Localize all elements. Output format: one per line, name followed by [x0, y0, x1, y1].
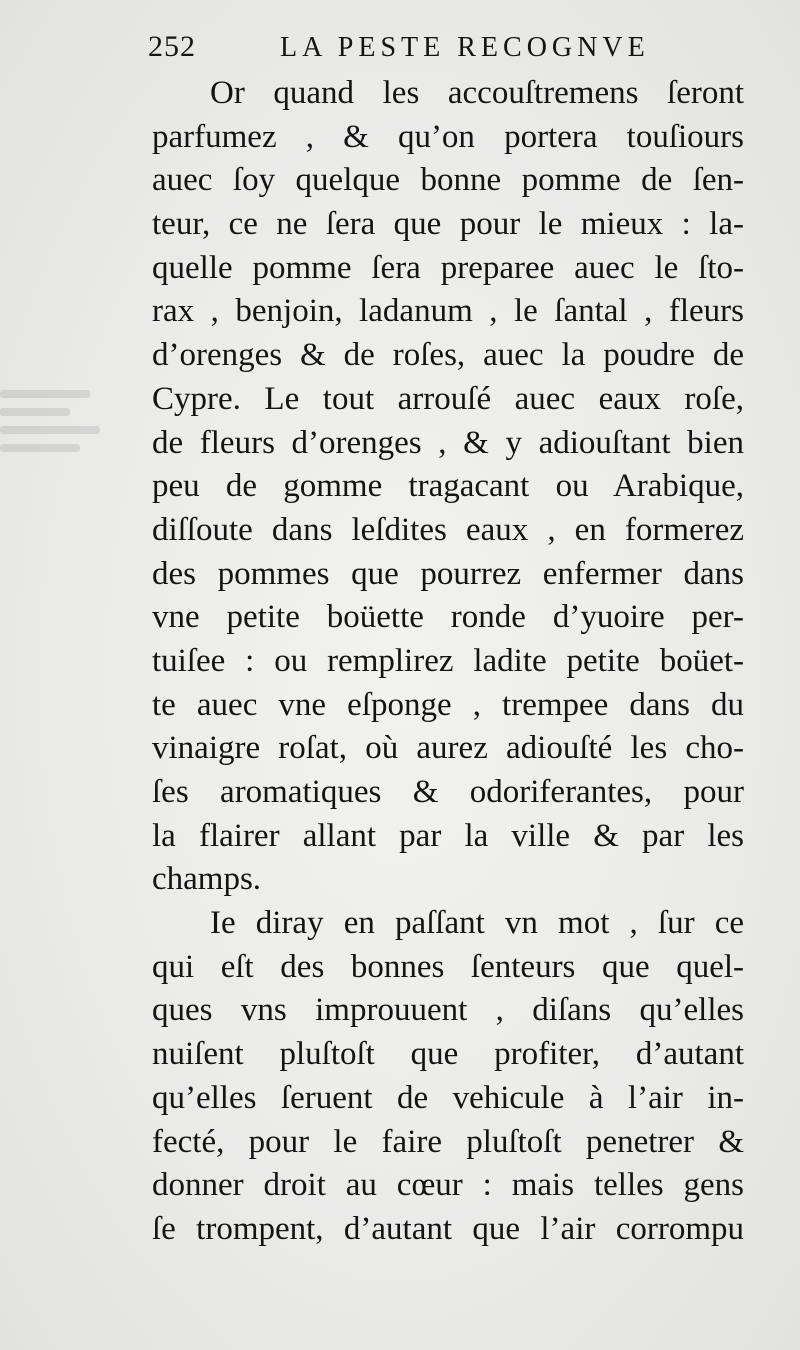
text-line: ſes aromatiques & odoriferantes, pour — [152, 774, 744, 810]
text-line: diſſoute dans leſdites eaux , en formerez — [152, 511, 744, 548]
page-number: 252 — [148, 30, 196, 63]
show-through-text — [0, 380, 120, 580]
text-line: la flairer allant par la ville & par les — [152, 817, 744, 854]
text-line: d’orenges & de roſes, auec la poudre de — [152, 337, 744, 374]
text-line: vinaigre roſat, où aurez adiouſté les cho- — [152, 730, 744, 767]
text-line: teur, ce ne ſera que pour le mieux : la- — [152, 206, 744, 243]
running-title: LA PESTE RECOGNVE — [280, 32, 650, 63]
text-line: peu de gomme tragacant ou Arabique, — [152, 468, 744, 505]
text-line: tuiſee : ou remplirez ladite petite boüet- — [152, 642, 744, 679]
text-line: qu’elles ſeruent de vehicule à l’air in- — [152, 1079, 744, 1116]
text-line: ſe trompent, d’autant que l’air corrompu — [152, 1210, 744, 1247]
text-line: des pommes que pourrez enfermer dans — [152, 555, 744, 592]
text-line: auec ſoy quelque bonne pomme de ſen- — [152, 162, 744, 199]
text-line: fecté, pour le faire pluſtoſt penetrer & — [152, 1123, 744, 1160]
text-line: parfumez , & qu’on portera touſiours — [152, 118, 744, 155]
text-line: quelle pomme ſera preparee auec le ſto- — [152, 249, 744, 286]
text-line: te auec vne eſponge , trempee dans du — [152, 686, 744, 723]
text-line: ques vns improuuent , diſans qu’elles — [152, 992, 744, 1029]
body-text — [152, 72, 744, 1252]
text-line: qui eſt des bonnes ſenteurs que quel- — [152, 948, 744, 985]
text-line: Cypre. Le tout arrouſé auec eaux roſe, — [152, 380, 744, 417]
text-line: Ie diray en paſſant vn mot , ſur ce — [210, 905, 744, 942]
text-line: de fleurs d’orenges , & y adiouſtant bien — [152, 424, 744, 461]
text-line: champs. — [152, 861, 262, 898]
text-line: donner droit au cœur : mais telles gens — [152, 1167, 744, 1204]
text-line: rax , benjoin, ladanum , le ſantal , fleurs — [152, 293, 744, 330]
text-line: nuiſent pluſtoſt que profiter, d’autant — [152, 1036, 744, 1073]
text-line: vne petite boüette ronde d’yuoire per- — [152, 599, 744, 636]
running-head — [148, 30, 748, 70]
text-line: Or quand les accouſtremens ſeront — [210, 75, 744, 111]
